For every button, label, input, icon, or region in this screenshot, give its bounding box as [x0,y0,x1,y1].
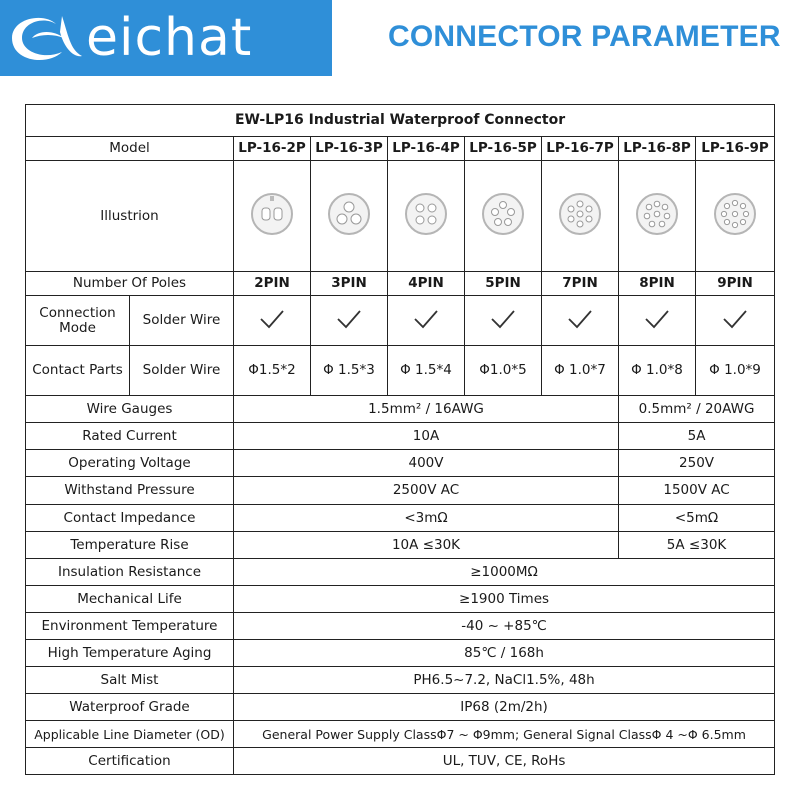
check-icon [336,309,362,329]
value-7p-9p: 250V [619,450,775,477]
connector-5p-icon [475,186,531,242]
connection-sub-label: Solder Wire [130,296,234,346]
connection-mode-row [26,296,775,346]
row-label: Applicable Line Diameter (OD) [26,721,234,748]
parameter-table [25,104,775,775]
check-cell [311,296,388,346]
value-2p-5p: <3mΩ [234,505,619,532]
row-label: Mechanical Life [26,586,234,613]
contact-cell: Φ 1.0*8 [619,346,696,396]
connector-cell [234,161,311,272]
connector-cell [311,161,388,272]
contact-cell: Φ 1.5*3 [311,346,388,396]
row-label: Contact Impedance [26,505,234,532]
connector-9p-icon [707,186,763,242]
check-cell [465,296,542,346]
model-cell: LP-16-4P [388,137,465,161]
connector-4p-icon [398,186,454,242]
model-cell: LP-16-5P [465,137,542,161]
contact-cell: Φ1.0*5 [465,346,542,396]
value-7p-9p: 5A ≤30K [619,532,775,559]
spec-row [26,477,775,505]
connector-cell [542,161,619,272]
spec-row [26,396,775,423]
spec-row-full [26,559,775,586]
model-cell: LP-16-8P [619,137,696,161]
brand-logo [0,0,332,76]
spec-row-full [26,613,775,640]
spec-row-full [26,586,775,613]
value-2p-5p: 10A [234,423,619,450]
value-2p-5p: 2500V AC [234,477,619,505]
spec-row [26,505,775,532]
model-cell: LP-16-3P [311,137,388,161]
poles-row [26,272,775,296]
contact-cell: Φ 1.0*9 [696,346,775,396]
poles-cell: 8PIN [619,272,696,296]
check-icon [413,309,439,329]
value-7p-9p: 0.5mm² / 20AWG [619,396,775,423]
value-2p-5p: 1.5mm² / 16AWG [234,396,619,423]
row-value: ≥1000MΩ [234,559,775,586]
connector-2p-icon [244,186,300,242]
row-label: Salt Mist [26,667,234,694]
logo-text: eichat [86,8,253,68]
row-value: -40 ~ +85℃ [234,613,775,640]
spec-row [26,450,775,477]
row-label: High Temperature Aging [26,640,234,667]
page-title: CONNECTOR PARAMETER [388,20,781,53]
row-value: IP68 (2m/2h) [234,694,775,721]
check-cell [542,296,619,346]
contact-sub-label: Solder Wire [130,346,234,396]
spec-row-full [26,640,775,667]
model-row [26,137,775,161]
row-label: Withstand Pressure [26,477,234,505]
poles-cell: 7PIN [542,272,619,296]
row-label: Operating Voltage [26,450,234,477]
row-label: Environment Temperature [26,613,234,640]
contact-cell: Φ 1.5*4 [388,346,465,396]
check-cell [696,296,775,346]
contact-parts-label: Contact Parts [26,346,130,396]
row-label: Waterproof Grade [26,694,234,721]
table-title-row [26,105,775,137]
poles-cell: 3PIN [311,272,388,296]
model-cell: LP-16-2P [234,137,311,161]
illustration-row [26,161,775,272]
connector-7p-icon [552,186,608,242]
row-value: UL, TUV, CE, RoHs [234,748,775,775]
check-icon [722,309,748,329]
row-label: Rated Current [26,423,234,450]
contact-cell: Φ1.5*2 [234,346,311,396]
poles-cell: 4PIN [388,272,465,296]
row-label: Wire Gauges [26,396,234,423]
connector-cell [388,161,465,272]
illustration-label: Illustrion [26,161,234,272]
check-cell [388,296,465,346]
connector-8p-icon [629,186,685,242]
spec-row [26,532,775,559]
poles-label: Number Of Poles [26,272,234,296]
check-cell [619,296,696,346]
model-label: Model [26,137,234,161]
spec-row [26,423,775,450]
check-icon [567,309,593,329]
connector-cell [619,161,696,272]
model-cell: LP-16-9P [696,137,775,161]
row-value: ≥1900 Times [234,586,775,613]
row-label: Insulation Resistance [26,559,234,586]
table-title: EW-LP16 Industrial Waterproof Connector [26,105,775,137]
poles-cell: 5PIN [465,272,542,296]
value-7p-9p: 1500V AC [619,477,775,505]
poles-cell: 2PIN [234,272,311,296]
logo-swirl-icon [4,4,88,72]
row-label: Temperature Rise [26,532,234,559]
value-2p-5p: 10A ≤30K [234,532,619,559]
row-value: General Power Supply ClassΦ7 ~ Φ9mm; General Signal ClassΦ 4 ~Φ 6.5mm [234,721,775,748]
spec-row-full [26,694,775,721]
model-cell: LP-16-7P [542,137,619,161]
poles-cell: 9PIN [696,272,775,296]
check-icon [644,309,670,329]
row-value: 85℃ / 168h [234,640,775,667]
connector-cell [465,161,542,272]
row-label: Certification [26,748,234,775]
contact-parts-row [26,346,775,396]
spec-row-full [26,748,775,775]
connection-mode-label: Connection Mode [26,296,130,346]
row-value: PH6.5~7.2, NaCl1.5%, 48h [234,667,775,694]
check-icon [259,309,285,329]
value-2p-5p: 400V [234,450,619,477]
spec-row-full [26,667,775,694]
check-cell [234,296,311,346]
value-7p-9p: 5A [619,423,775,450]
spec-row-full [26,721,775,748]
check-icon [490,309,516,329]
contact-cell: Φ 1.0*7 [542,346,619,396]
connector-cell [696,161,775,272]
connector-3p-icon [321,186,377,242]
value-7p-9p: <5mΩ [619,505,775,532]
